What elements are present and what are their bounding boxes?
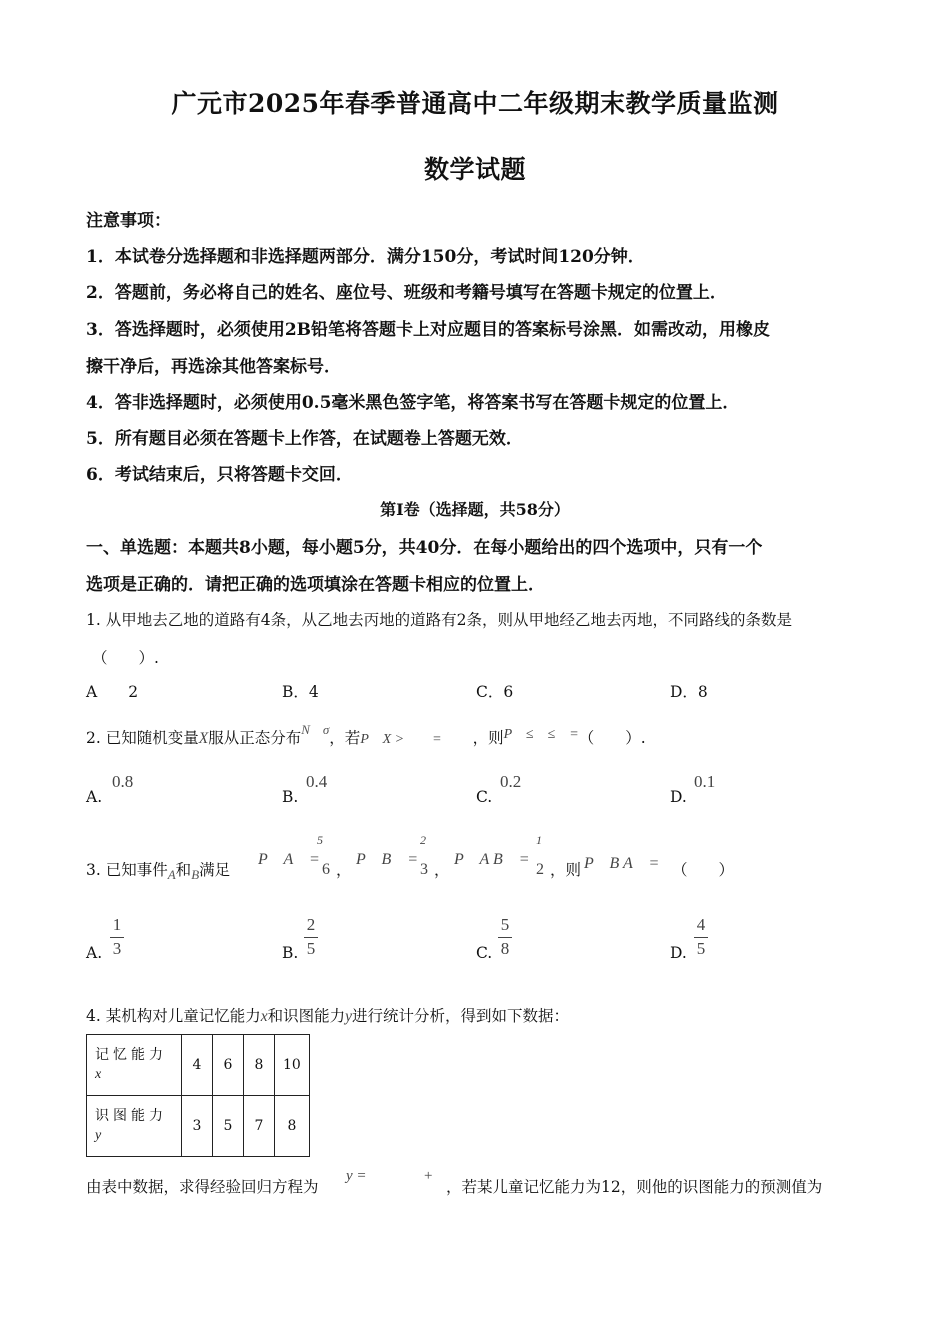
q3-expr-pa: P A = xyxy=(258,851,320,868)
q3-expr-pba: P B A = xyxy=(584,855,660,872)
q2-math-query: P ≤ ≤ = xyxy=(503,727,579,742)
q2-option-d-label: D. xyxy=(670,788,687,806)
q4-tail-a: 由表中数据，求得经验回归方程为 xyxy=(86,1178,319,1196)
q3-option-b-fraction xyxy=(304,916,318,958)
q1-option-d: D．8 xyxy=(670,683,708,701)
page-title: 广元市2025年春季普通高中二年级期末教学质量监测 xyxy=(171,89,779,118)
q3-comma: ， xyxy=(434,861,450,879)
q2-option-c-value: 0.2 xyxy=(500,772,522,791)
q3-option-c-label: C. xyxy=(476,944,493,962)
table-cell: 10 xyxy=(275,1035,310,1096)
q2-math-normal: N σ xyxy=(301,722,330,737)
q4-text: 4. 某机构对儿童记忆能力 xyxy=(86,1007,261,1025)
q4-var-y: y xyxy=(345,1008,353,1025)
table-cell: 8 xyxy=(244,1035,275,1096)
row-label-text: 记忆能力 xyxy=(95,1047,167,1064)
notice-item: 2．答题前，务必将自己的姓名、座位号、班级和考籍号填写在答题卡规定的位置上． xyxy=(86,283,727,303)
q2-text: ，若 xyxy=(329,729,361,747)
fraction-denominator: 8 xyxy=(500,938,510,958)
table-cell: 8 xyxy=(275,1096,310,1157)
notice-item: 6．考试结束后，只将答题卡交回． xyxy=(86,465,353,485)
q2-option-c-label: C. xyxy=(476,788,493,806)
q3-option-b-label: B. xyxy=(282,944,299,962)
fraction-numerator: 2 xyxy=(306,915,316,934)
q2-text: ，则 xyxy=(472,729,504,747)
row-label-text: 识图能力 xyxy=(95,1108,167,1125)
q3-frac-den: 2 xyxy=(536,861,544,878)
q3-frac-den: 6 xyxy=(322,861,330,878)
q3-frac-num: 1 xyxy=(536,833,542,847)
notice-item: 擦干净后，再选涂其他答案标号． xyxy=(86,357,341,377)
q3-option-a-label: A. xyxy=(86,944,103,962)
q3-text: 和 xyxy=(175,861,192,879)
q3-option-d-fraction xyxy=(694,916,708,958)
fraction-numerator: 1 xyxy=(112,915,122,934)
q3-frac-den: 3 xyxy=(420,861,428,878)
section-instruction: 一、单选题：本题共8小题，每小题5分，共40分．在每小题给出的四个选项中，只有一个 xyxy=(86,538,763,558)
table-row-label xyxy=(87,1096,182,1157)
q3-option-d-label: D. xyxy=(670,944,687,962)
q2-option-a-value: 0.8 xyxy=(112,772,134,791)
table-cell: 4 xyxy=(182,1035,213,1096)
q3-expr-pb: P B = xyxy=(356,851,419,868)
notice-item: 3．答选择题时，必须使用2B铅笔将答题卡上对应题目的答案标号涂黑．如需改动，用橡皮 xyxy=(86,320,771,340)
page-subtitle: 数学试题 xyxy=(423,155,526,184)
q2-option-a-label: A. xyxy=(86,788,103,806)
volume-heading: 第Ⅰ卷（选择题，共58分） xyxy=(380,500,570,519)
fraction-denominator: 5 xyxy=(696,938,706,958)
fraction-denominator: 3 xyxy=(112,938,122,958)
notice-item: 4．答非选择题时，必须使用0.5毫米黑色签字笔，将答案书写在答题卡规定的位置上． xyxy=(86,393,740,413)
q2-text: （ ）. xyxy=(578,729,646,747)
q3-option-c-fraction xyxy=(498,916,512,958)
question-3-stem xyxy=(86,858,230,880)
q3-event-a: A xyxy=(167,867,176,882)
question-4-stem xyxy=(86,1004,569,1026)
q3-expr-pab: P A B = xyxy=(454,851,530,868)
fraction-numerator: 5 xyxy=(500,915,510,934)
q4-plus: + xyxy=(424,1168,433,1184)
q2-option-b-label: B. xyxy=(282,788,299,806)
q4-equation: y = xyxy=(346,1168,367,1184)
fraction-denominator: 5 xyxy=(306,938,316,958)
q2-option-b-value: 0.4 xyxy=(306,772,328,791)
table-cell: 3 xyxy=(182,1096,213,1157)
notice-item: 1．本试卷分选择题和非选择题两部分．满分150分，考试时间120分钟． xyxy=(86,247,645,267)
q2-text: 服从正态分布 xyxy=(208,729,302,747)
q3-comma: ， xyxy=(336,861,352,879)
row-label-var: x xyxy=(95,1066,106,1082)
q2-var-x: X xyxy=(198,730,209,747)
row-label-var: y xyxy=(95,1127,106,1143)
table-row-label xyxy=(87,1035,182,1096)
q1-option-b: B．4 xyxy=(282,683,319,701)
q3-option-a-fraction xyxy=(110,916,124,958)
q4-tail-b: ，若某儿童记忆能力为12，则他的识图能力的预测值为 xyxy=(446,1178,823,1196)
q3-then: ，则 xyxy=(550,861,582,879)
notice-heading: 注意事项： xyxy=(86,211,171,231)
table-cell: 7 xyxy=(244,1096,275,1157)
data-table xyxy=(86,1034,310,1157)
q4-text: 和识图能力 xyxy=(267,1007,346,1025)
table-cell: 5 xyxy=(213,1096,244,1157)
q3-paren: （ ） xyxy=(672,861,735,879)
question-1-paren: （ ）. xyxy=(92,649,159,667)
q3-text: 满足 xyxy=(199,861,231,879)
notice-item: 5．所有题目必须在答题卡上作答，在试题卷上答题无效． xyxy=(86,429,523,449)
section-instruction: 选项是正确的．请把正确的选项填涂在答题卡相应的位置上． xyxy=(86,575,545,595)
question-2-stem xyxy=(86,722,646,748)
q3-frac-num: 2 xyxy=(420,833,426,847)
q3-frac-num: 5 xyxy=(317,833,323,847)
question-1-stem: 1. 从甲地去乙地的道路有4条，从乙地去丙地的道路有2条，则从甲地经乙地去丙地，不同路线的条数是 xyxy=(86,611,792,629)
q4-var-x: x xyxy=(260,1008,268,1025)
table-row xyxy=(87,1035,310,1096)
q1-option-c: C．6 xyxy=(476,683,514,701)
q2-option-d-value: 0.1 xyxy=(694,772,716,791)
fraction-numerator: 4 xyxy=(696,915,706,934)
q4-text: 进行统计分析，得到如下数据： xyxy=(352,1007,570,1025)
q2-math-prob: P X > = xyxy=(360,732,442,747)
q3-text: 3. 已知事件 xyxy=(86,861,168,879)
q3-event-b: B xyxy=(191,867,200,882)
q1-option-a: A 2 xyxy=(86,683,139,701)
table-row xyxy=(87,1096,310,1157)
table-cell: 6 xyxy=(213,1035,244,1096)
q2-text: 2. 已知随机变量 xyxy=(86,729,199,747)
